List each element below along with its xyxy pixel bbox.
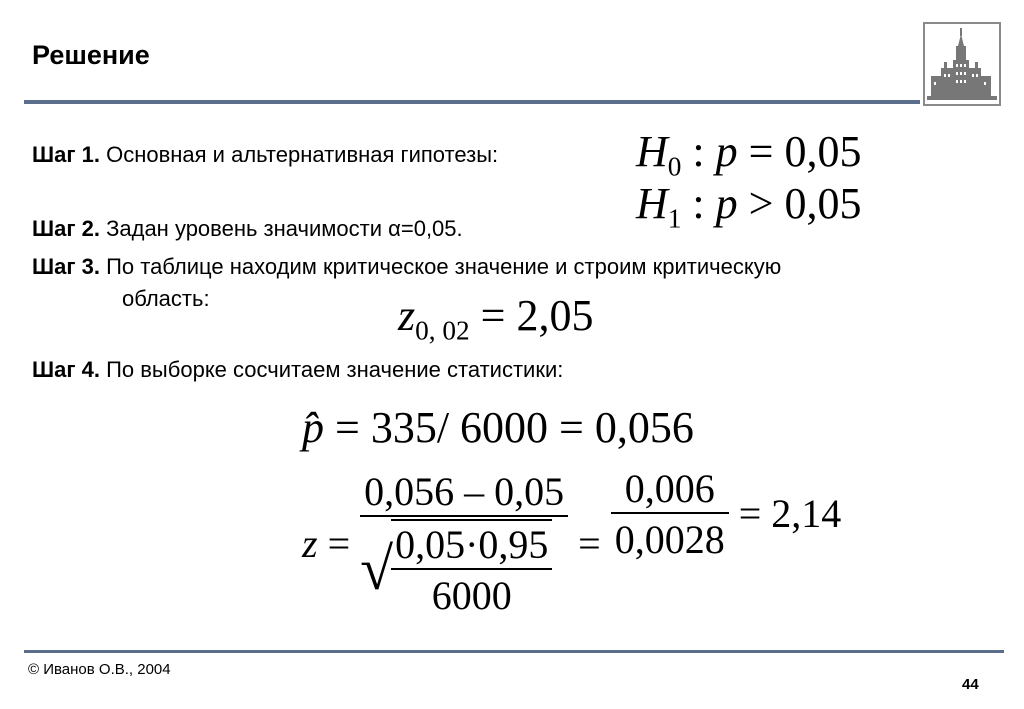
step-1-text: Основная и альтернативная гипотезы: — [99, 142, 499, 167]
h0-p: p — [715, 127, 738, 176]
building-icon — [925, 24, 999, 104]
second-numerator: 0,006 — [624, 465, 715, 511]
zstat-denominator — [360, 515, 568, 619]
zstat-main-fraction — [360, 468, 568, 619]
phat-formula — [302, 402, 694, 453]
h1-p: p — [715, 179, 738, 228]
h1-relation: > 0,05 — [737, 179, 862, 228]
step-3 — [32, 254, 781, 280]
header-divider — [24, 100, 920, 104]
zstat-eq2: = — [568, 521, 601, 566]
second-denominator: 0,0028 — [611, 512, 729, 563]
h0-sub: 0 — [667, 151, 682, 182]
university-logo — [923, 22, 1001, 106]
phat-value: = 335/ 6000 = 0,056 — [324, 403, 694, 452]
step-2 — [32, 216, 463, 242]
step-4 — [32, 357, 563, 383]
zcrit-var: z — [398, 291, 416, 340]
step-2-text: Задан уровень значимости α=0,05. — [99, 216, 463, 241]
step-1-label: Шаг 1. — [32, 142, 100, 167]
zcrit-value: = 2,05 — [469, 291, 594, 340]
zstat-eq: = — [317, 521, 351, 566]
h1-colon: : — [681, 179, 716, 228]
radicand-fraction — [391, 519, 552, 619]
h1-var: H — [636, 179, 668, 228]
zstat-result: = 2,14 — [728, 491, 842, 536]
step-3-continuation: область: — [122, 286, 210, 311]
radicand-numerator: 0,05·0,95 — [395, 522, 549, 567]
page-title: Решение — [32, 40, 150, 70]
zcrit-sub: 0, 02 — [415, 315, 470, 346]
copyright: © Иванов О.В., 2004 — [28, 661, 171, 678]
step-3-text: По таблице находим критическое значение и строим критическую — [99, 254, 782, 279]
h0-var: H — [636, 127, 668, 176]
footer-divider — [24, 650, 1004, 653]
step-4-text: По выборке сосчитаем значение статистики: — [99, 357, 564, 382]
h0-relation: = 0,05 — [737, 127, 862, 176]
step-4-label: Шаг 4. — [32, 357, 100, 382]
step-3-label: Шаг 3. — [32, 254, 100, 279]
zstat-second-fraction — [611, 465, 729, 563]
page-number: 44 — [962, 676, 979, 693]
h0-colon: : — [681, 127, 716, 176]
zstat-numerator: 0,056 – 0,05 — [364, 469, 565, 514]
step-2-label: Шаг 2. — [32, 216, 100, 241]
step-1 — [32, 142, 498, 168]
phat-var: p̂ — [302, 403, 324, 452]
hypothesis-h0 — [636, 126, 861, 183]
critical-value-formula — [398, 290, 593, 347]
z-statistic-formula — [302, 465, 842, 619]
radicand-denominator: 6000 — [391, 568, 552, 619]
hypothesis-h1 — [636, 178, 861, 235]
h1-sub: 1 — [667, 203, 682, 234]
sqrt-icon: √ — [360, 536, 394, 602]
zstat-var: z — [302, 521, 318, 566]
